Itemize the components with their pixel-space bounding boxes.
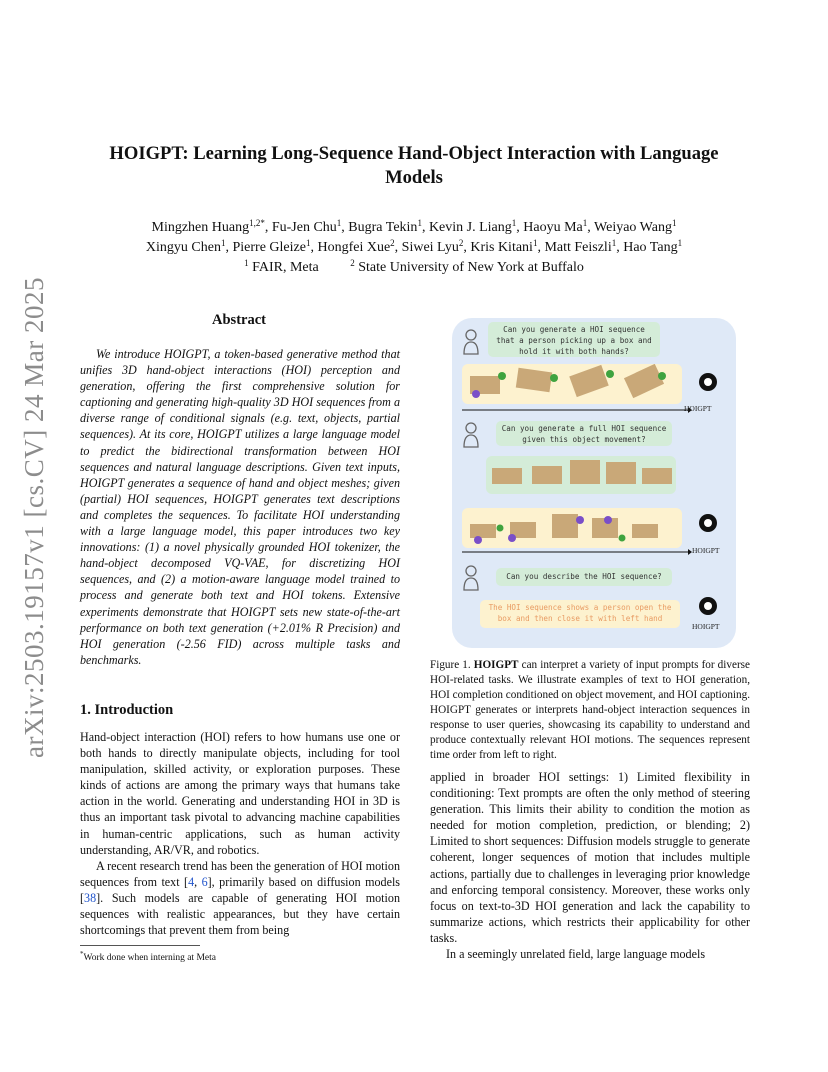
footnote-mark: * [80, 950, 84, 958]
text-run: , [194, 874, 202, 889]
author-affiliation-mark: 1 [582, 218, 588, 228]
author-affiliation-mark: 1 [220, 238, 226, 248]
citation-link[interactable]: 4 [188, 874, 195, 889]
intro-paragraph-2 [80, 858, 400, 938]
hoi-completion-illustration [462, 508, 682, 548]
author-name: , Matt Feiszli [537, 240, 612, 255]
caption-text: can interpret a variety of input prompts for diverse HOI-related tasks. We illustrate examples of text to HOI generation, HOI completion conditioned on object movement, and HOI captioning. HOIGPT generates or interprets hand-object interaction sequences in response to user queries, showcasing its capability to understand and produce contextually relevant HOI motions. The sequences represent time order from left to right. [430, 659, 751, 761]
abstract-text: We introduce HOIGPT, a token-based generative method that unifies 3D hand-object interactions (HOI) perception and generation, offering the first comprehensive solution for captioning and generating high-quality 3D HOI sequences from a diverse range of conditional signals (e.g. text, objects, partial sequences). At its core, HOIGPT utilizes a large language model to predict the bidirectional transformation between HOI sequences and natural language descriptions. Given text inputs, HOIGPT generates a sequence of hand and object meshes; given (partial) HOI sequences, HOIGPT generates text descriptions and completes the sequences. To facilitate HOI understanding with a large language model, this paper introduces two key innovations: (1) a novel physically grounded HOI tokenizer, the hand-object decomposed VQ-VAE, for discretizing HOI sequences, and (2) a motion-aware language model trained to process and generate both text and HOI tokens. Extensive experiments demonstrate that HOIGPT sets new state-of-the-art performance on both text generation (+2.01% R Precision) and HOI generation (-2.56 FID) across multiple tasks and benchmarks. [80, 347, 400, 667]
author-name: , Fu-Jen Chu [264, 220, 337, 235]
title-line-2: Models [385, 167, 443, 188]
author-name: , Weiyao Wang [587, 220, 672, 235]
time-arrow [462, 548, 692, 556]
author-name: , Kevin J. Liang [421, 220, 512, 235]
right-column-body [430, 769, 750, 962]
author-name: , Siwei Lyu [394, 240, 459, 255]
user-icon [462, 564, 480, 592]
author-affiliation-mark: 1,2* [249, 218, 265, 228]
hoigpt-label: HOIGPT [692, 546, 720, 555]
hoi-completion-strip [462, 508, 682, 548]
caption-bold: HOIGPT [473, 659, 519, 671]
author-affiliation-mark: 2 [458, 238, 464, 248]
authors-line-1 [80, 218, 748, 238]
abstract-heading: Abstract [212, 312, 266, 328]
text-run: A recent research trend has been the generation of HOI motion sequences from text [ [80, 858, 400, 889]
citation-link[interactable]: 38 [84, 890, 97, 905]
prompt-bubble-2: Can you generate a full HOI sequence given this object movement? [496, 421, 672, 446]
author-affiliation-mark: 1 [417, 218, 422, 228]
affiliation-mark: 2 [350, 258, 355, 268]
robot-hand-icon [696, 511, 720, 535]
footnote-rule [80, 945, 200, 946]
arxiv-identifier: arXiv:2503.19157v1 [cs.CV] 24 Mar 2025 [19, 277, 49, 758]
author-name: , Kris Kitani [463, 240, 533, 255]
intro-body [80, 729, 400, 938]
author-affiliation-mark: 1 [305, 238, 311, 248]
author-name: Mingzhen Huang [151, 220, 250, 235]
authors-line-2 [80, 238, 748, 258]
author-affiliation-mark: 1 [532, 238, 538, 248]
footnote [80, 950, 216, 963]
hoigpt-label: HOIGPT [684, 404, 712, 413]
caption-prefix: Figure 1. [430, 659, 471, 671]
footnote-text: Work done when interning at Meta [83, 953, 216, 964]
robot-hand-icon [696, 370, 720, 394]
object-frames-illustration [486, 456, 676, 494]
right-paragraph-2: In a seemingly unrelated field, large language models [446, 947, 706, 962]
citation-link[interactable]: 6 [201, 874, 208, 889]
time-arrow [462, 406, 692, 414]
figure-1 [452, 318, 736, 648]
paper-title [80, 142, 748, 190]
author-name: , Hao Tang [616, 240, 678, 255]
author-block [80, 218, 748, 278]
author-affiliation-mark: 1 [677, 238, 683, 248]
author-affiliation-mark: 1 [671, 218, 677, 228]
title-line-1: HOIGPT: Learning Long-Sequence Hand-Object Interaction with Language [109, 143, 719, 164]
right-paragraph-1: applied in broader HOI settings: 1) Limited flexibility in conditioning: Text prompts are often the only method of steering generation. This limits their ability to condition the motion as needed for motion completion, prediction, or blending; 2) Limited to short sequences: Diffusion models struggle to generate coherent, longer sequences of motion that includes multiple actions, partially due to challenges in leveraging prior knowledge and enforcing temporal consistency. Moreover, these works only focus on text-to-3D HOI generation and lack the capability to summarize actions, which restricts their applicability for other tasks. [430, 770, 750, 945]
author-name: , Bugra Tekin [341, 220, 418, 235]
hoi-frames-illustration [462, 364, 682, 404]
author-affiliation-mark: 2 [390, 238, 395, 248]
affiliation-mark: 1 [244, 258, 249, 268]
hoi-sequence-strip [462, 364, 682, 404]
section-heading-introduction: 1. Introduction [80, 702, 174, 718]
author-affiliation-mark: 1 [611, 238, 617, 248]
author-name: Xingyu Chen [145, 240, 221, 255]
text-run: ], primarily based on diffusion models [ [80, 874, 401, 905]
figure-caption [430, 658, 750, 763]
robot-hand-icon [696, 594, 720, 618]
text-run: ]. Such models are capable of generating HOI motion sequences with realistic appearances, but they have certain shortcomings that prevent them from being [80, 890, 400, 938]
hoigpt-label: HOIGPT [692, 622, 720, 631]
user-icon [462, 328, 480, 356]
author-name: , Hongfei Xue [310, 240, 391, 255]
intro-paragraph-1: Hand-object interaction (HOI) refers to how humans use one or both hands to directly manipulate objects, including for tool manipulation, skilled activity, or exploration purposes. These kinds of actions are among the primary ways that humans take action in the world. Generating and understanding HOI in 3D is thus an important task pivotal to advancing machine capabilities in human-centric applications, such as human activity understanding, AR/VR, and robotics. [80, 730, 400, 857]
author-name: , Pierre Gleize [225, 240, 306, 255]
abstract-body [80, 346, 400, 668]
author-name: , Haoyu Ma [516, 220, 583, 235]
prompt-bubble-1: Can you generate a HOI sequence that a person picking up a box and hold it with both hands? [488, 322, 660, 357]
prompt-bubble-3: Can you describe the HOI sequence? [496, 568, 672, 586]
object-movement-strip [486, 456, 676, 494]
affiliation-suny: State University of New York at Buffalo [358, 260, 584, 275]
answer-bubble: The HOI sequence shows a person open the box and then close it with left hand [480, 600, 680, 628]
author-affiliation-mark: 1 [511, 218, 517, 228]
affiliations-line [80, 258, 748, 278]
user-icon [462, 421, 480, 449]
affiliation-meta: FAIR, Meta [252, 260, 319, 275]
author-affiliation-mark: 1 [336, 218, 342, 228]
